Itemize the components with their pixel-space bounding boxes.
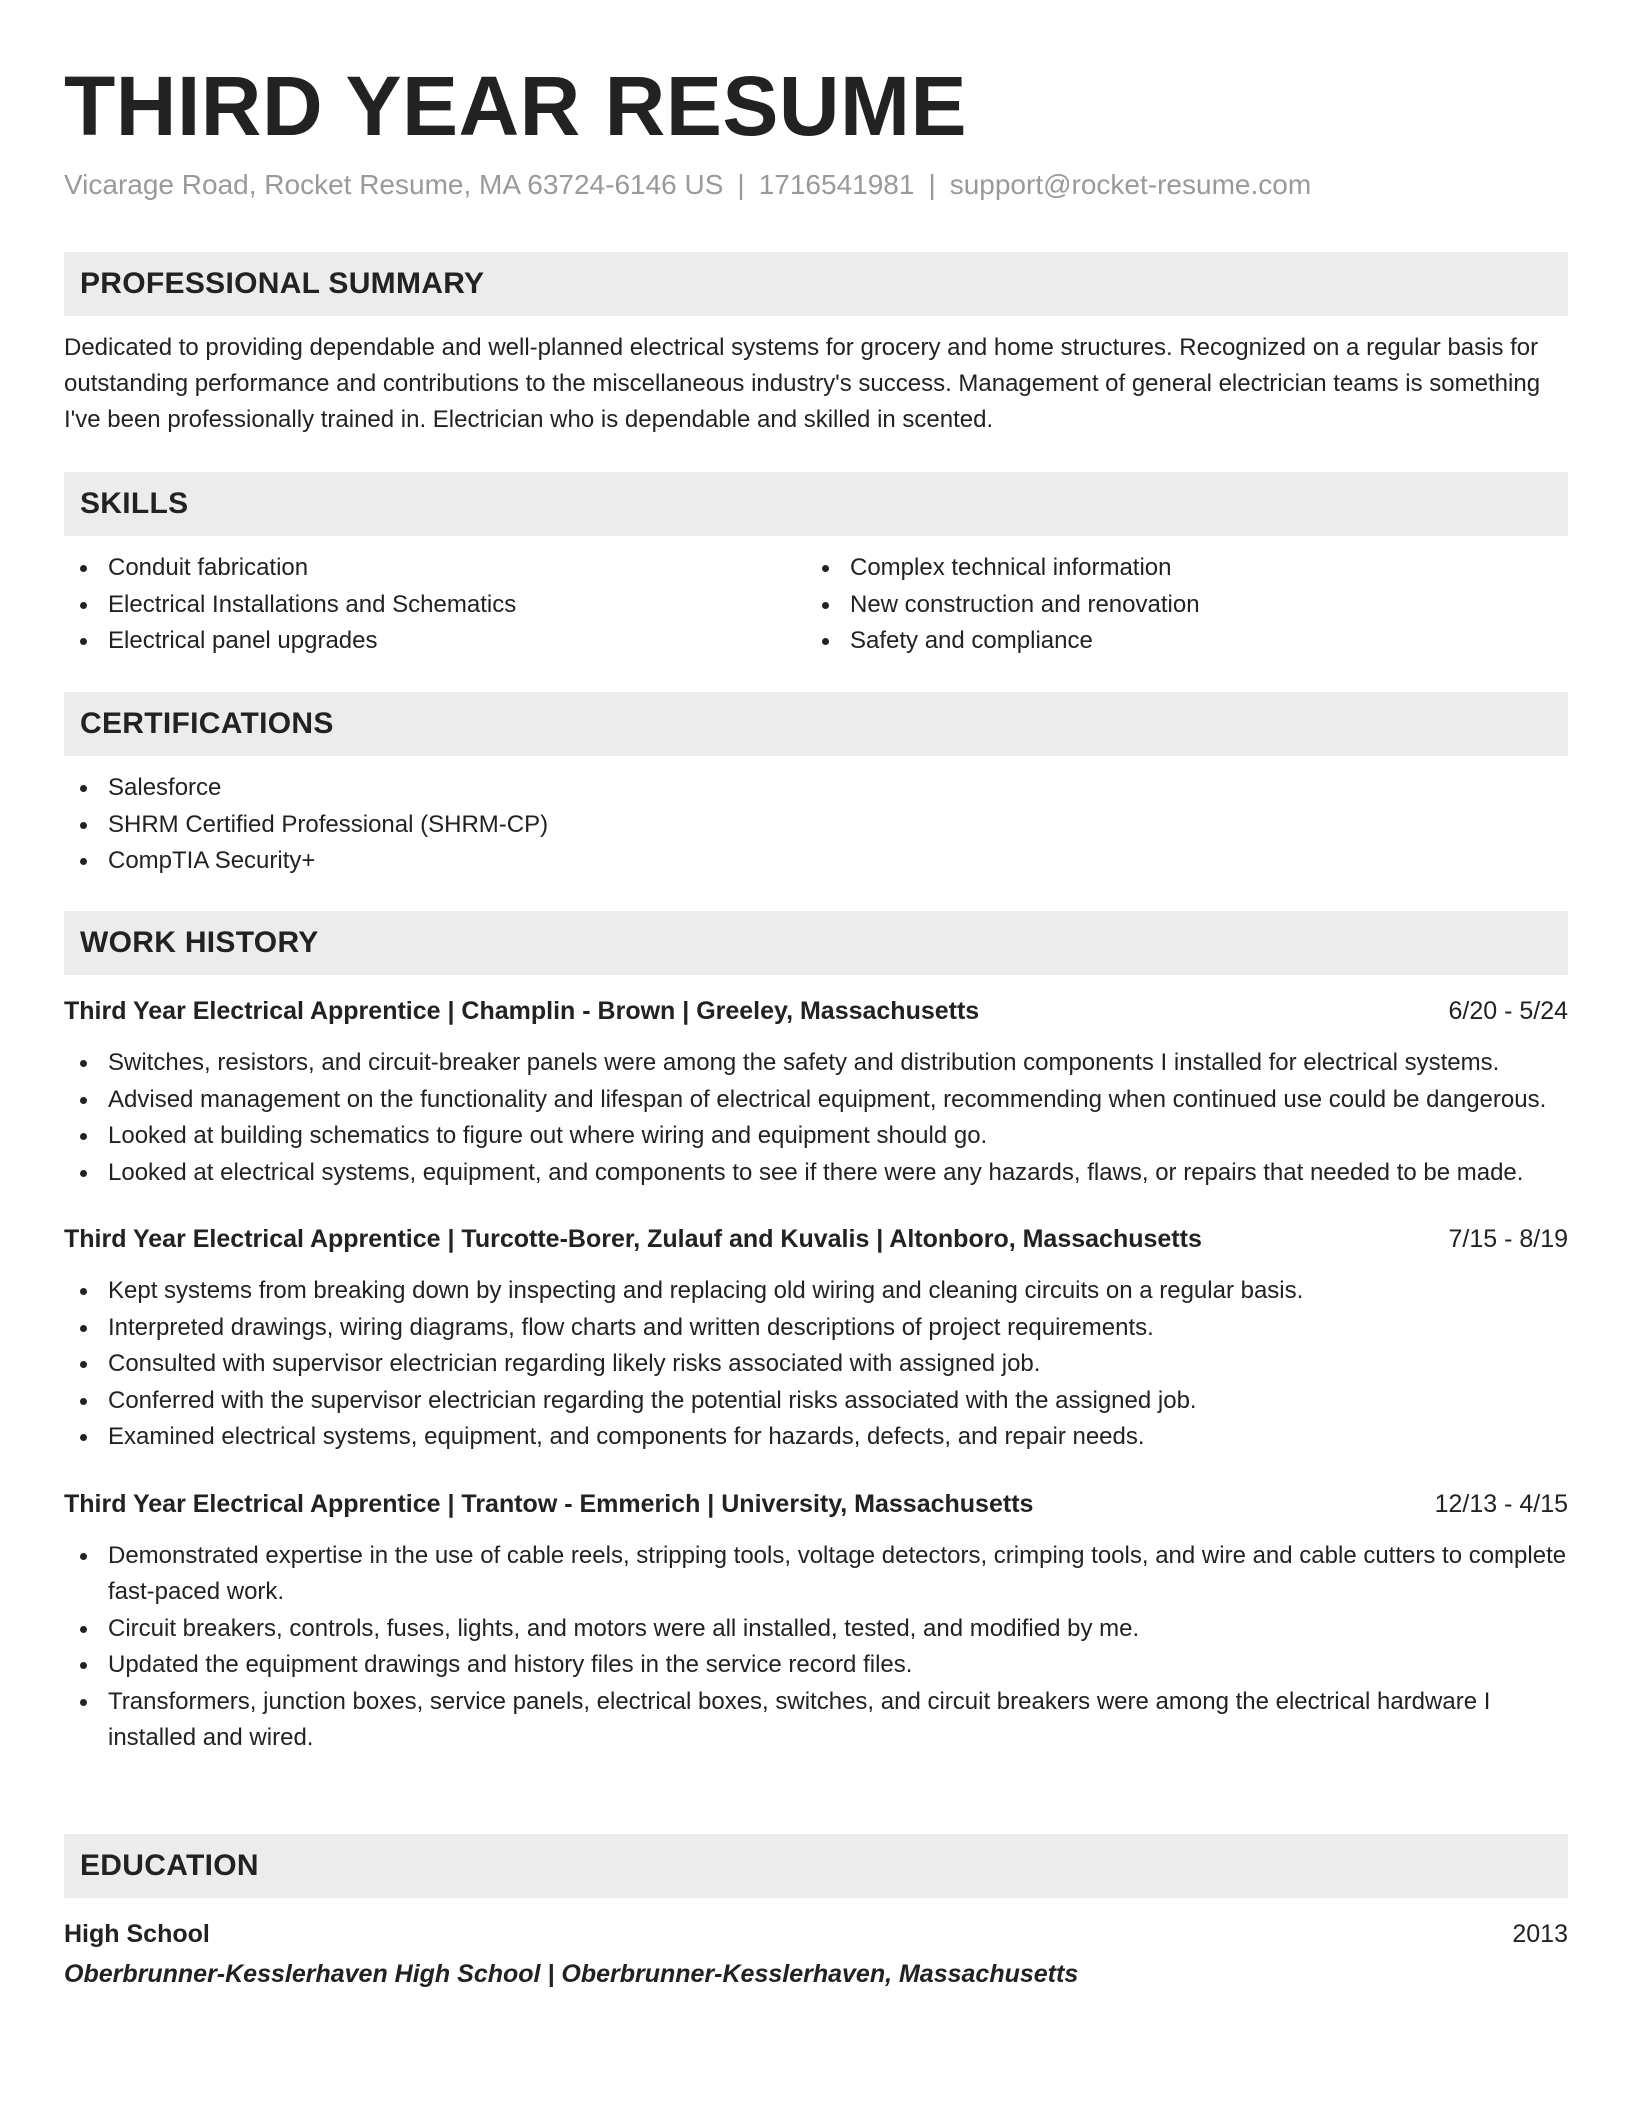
section-heading: WORK HISTORY bbox=[64, 911, 1568, 975]
list-item: Conferred with the supervisor electrician regarding the potential risks associated with the assigned job. bbox=[64, 1383, 1568, 1420]
skills-section bbox=[64, 472, 1568, 660]
list-item: Interpreted drawings, wiring diagrams, flow charts and written descriptions of project requirements. bbox=[64, 1310, 1568, 1347]
list-item: Salesforce bbox=[64, 770, 1568, 807]
education-section bbox=[64, 1834, 1568, 1992]
job-bullets bbox=[64, 1273, 1568, 1456]
list-item: Switches, resistors, and circuit-breaker panels were among the safety and distribution components I installed for electrical systems. bbox=[64, 1045, 1568, 1082]
section-heading: EDUCATION bbox=[64, 1834, 1568, 1898]
list-item: Circuit breakers, controls, fuses, lights, and motors were all installed, tested, and modified by me. bbox=[64, 1611, 1568, 1648]
job-title: Third Year Electrical Apprentice | Turcotte-Borer, Zulauf and Kuvalis | Altonboro, Massachusetts bbox=[64, 1225, 1202, 1253]
contact-line bbox=[64, 168, 1311, 202]
list-item: Examined electrical systems, equipment, and components for hazards, defects, and repair needs. bbox=[64, 1419, 1568, 1456]
list-item: Complex technical information bbox=[806, 550, 1548, 587]
list-item: SHRM Certified Professional (SHRM-CP) bbox=[64, 807, 1568, 844]
education-year: 2013 bbox=[1512, 1920, 1568, 1948]
job-dates: 12/13 - 4/15 bbox=[1434, 1489, 1568, 1518]
email: support@rocket-resume.com bbox=[949, 169, 1312, 200]
list-item: Updated the equipment drawings and history files in the service record files. bbox=[64, 1647, 1568, 1684]
job-header bbox=[64, 1486, 1568, 1522]
section-heading: SKILLS bbox=[64, 472, 1568, 536]
list-item: Consulted with supervisor electrician regarding likely risks associated with assigned job. bbox=[64, 1346, 1568, 1383]
list-item: New construction and renovation bbox=[806, 587, 1548, 624]
list-item: Electrical Installations and Schematics bbox=[64, 587, 806, 624]
certifications-list bbox=[64, 770, 1568, 880]
list-item: Advised management on the functionality and lifespan of electrical equipment, recommending when continued use could be dangerous. bbox=[64, 1082, 1568, 1119]
phone: 1716541981 bbox=[758, 169, 915, 200]
degree: High School bbox=[64, 1920, 210, 1948]
job-entry bbox=[64, 1221, 1568, 1456]
resume-title: THIRD YEAR RESUME bbox=[64, 59, 968, 153]
job-entry bbox=[64, 993, 1568, 1191]
job-entry bbox=[64, 1486, 1568, 1757]
job-bullets bbox=[64, 1538, 1568, 1757]
list-item: Conduit fabrication bbox=[64, 550, 806, 587]
list-item: CompTIA Security+ bbox=[64, 843, 1568, 880]
job-bullets bbox=[64, 1045, 1568, 1191]
skills-grid bbox=[64, 550, 1568, 660]
job-title: Third Year Electrical Apprentice | Trantow - Emmerich | University, Massachusetts bbox=[64, 1489, 1034, 1518]
list-item: Demonstrated expertise in the use of cable reels, stripping tools, voltage detectors, crimping tools, and wire and cable cutters to complete fast-paced work. bbox=[64, 1538, 1568, 1611]
school-name: Oberbrunner-Kesslerhaven High School | Oberbrunner-Kesslerhaven, Massachusetts bbox=[64, 1960, 1079, 1988]
job-header bbox=[64, 1221, 1568, 1257]
contact-separator: | bbox=[928, 169, 936, 200]
job-dates: 7/15 - 8/19 bbox=[1448, 1225, 1568, 1253]
work-history-section bbox=[64, 911, 1568, 1757]
certifications-section bbox=[64, 692, 1568, 880]
list-item: Electrical panel upgrades bbox=[64, 623, 806, 660]
skills-list-left bbox=[64, 550, 806, 660]
job-dates: 6/20 - 5/24 bbox=[1448, 997, 1568, 1025]
skills-list-right bbox=[806, 550, 1548, 660]
contact-separator: | bbox=[737, 169, 745, 200]
education-header bbox=[64, 1916, 1568, 1952]
list-item: Looked at building schematics to figure out where wiring and equipment should go. bbox=[64, 1118, 1568, 1155]
section-heading: PROFESSIONAL SUMMARY bbox=[64, 252, 1568, 316]
list-item: Transformers, junction boxes, service panels, electrical boxes, switches, and circuit breakers were among the electrical hardware I installed and wired. bbox=[64, 1684, 1568, 1757]
job-title: Third Year Electrical Apprentice | Champlin - Brown | Greeley, Massachusetts bbox=[64, 997, 980, 1025]
summary-section bbox=[64, 252, 1568, 438]
list-item: Looked at electrical systems, equipment, and components to see if there were any hazards, flaws, or repairs that needed to be made. bbox=[64, 1155, 1568, 1192]
list-item: Safety and compliance bbox=[806, 623, 1548, 660]
summary-text: Dedicated to providing dependable and well-planned electrical systems for grocery and home structures. Recognized on a regular basis for outstanding performance and contributions to the miscellaneous industry's success. Management of general electrician teams is something I've been professionally trained in. Electrician who is dependable and skilled in scented. bbox=[64, 334, 1541, 433]
job-header bbox=[64, 993, 1568, 1029]
address: Vicarage Road, Rocket Resume, MA 63724-6146 US bbox=[64, 169, 724, 200]
section-heading: CERTIFICATIONS bbox=[64, 692, 1568, 756]
list-item: Kept systems from breaking down by inspecting and replacing old wiring and cleaning circuits on a regular basis. bbox=[64, 1273, 1568, 1310]
